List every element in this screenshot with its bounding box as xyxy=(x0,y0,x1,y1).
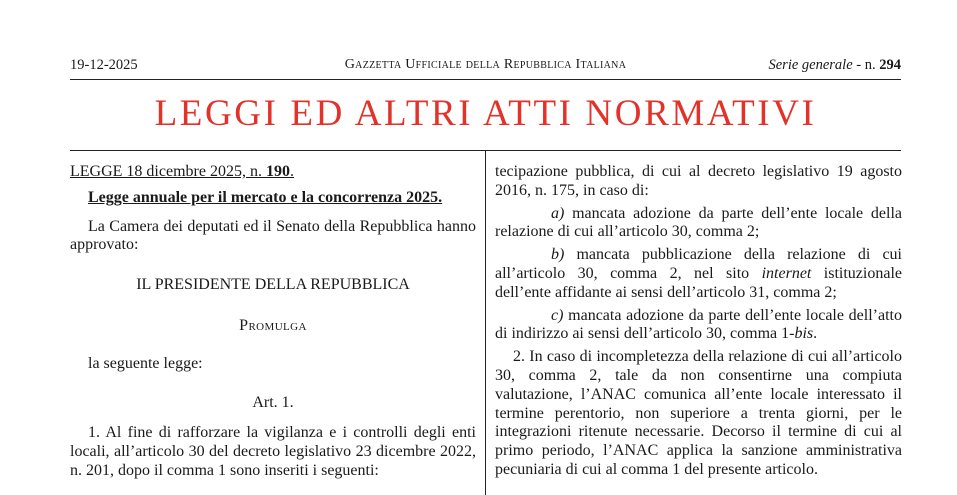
right-column xyxy=(495,163,902,480)
item-a-label: a) xyxy=(551,204,565,222)
item-c-bis: bis xyxy=(794,325,814,343)
item-c-label: c) xyxy=(551,306,564,324)
column-divider xyxy=(485,150,486,495)
item-b-text-2: istituzionale dell’ente affidante ai sensi dell’articolo 31, comma 2; xyxy=(495,264,903,301)
law-title: Legge annuale per il mercato e la concorrenza 2025. xyxy=(88,188,443,206)
serie-number: 294 xyxy=(879,57,901,73)
item-b xyxy=(495,246,902,302)
law-number: 190 xyxy=(265,163,290,180)
item-b-label: b) xyxy=(551,246,565,264)
law-reference xyxy=(70,163,476,182)
item-c-text-2: . xyxy=(813,325,818,343)
item-a-text: mancata adozione da parte dell’ente locale della relazione di cui all’articolo 30, comma 2; xyxy=(495,204,902,241)
approval-text: La Camera dei deputati ed il Senato della Repubblica hanno approvato: xyxy=(70,217,476,254)
serie-label: Serie generale xyxy=(768,57,853,73)
left-column xyxy=(70,163,476,481)
item-b-internet: internet xyxy=(761,264,812,282)
header-rule xyxy=(70,79,901,80)
gazette-title: Gazzetta Ufficiale della Repubblica Italiana xyxy=(344,57,627,72)
continued-text: tecipazione pubblica, di cui al decreto legislativo 19 agosto 2016, n. 175, in caso di: xyxy=(495,163,902,199)
issue-date: 19-12-2025 xyxy=(70,57,138,73)
item-b-text-1: mancata pubblicazione della relazione di cui all’articolo 30, comma 2, nel sito xyxy=(495,246,902,282)
article-heading: Art. 1. xyxy=(252,393,294,411)
law-reference-text: LEGGE 18 dicembre 2025, n. xyxy=(70,163,266,180)
section-banner: LEGGI ED ALTRI ATTI NORMATIVI xyxy=(154,93,817,134)
promulga-heading: Promulga xyxy=(239,316,307,334)
serie-info xyxy=(769,57,902,74)
running-header xyxy=(70,57,901,75)
item-c-text-1: mancata adozione da parte dell’ente locale dell’atto di indirizzo ai sensi dell’articolo 30, comma 1- xyxy=(495,306,902,343)
article-paragraph-1: 1. Al fine di rafforzare la vigilanza e i controlli degli enti locali, all’articolo 30 del decreto legislativo 23 dicembre 2022, n. 201, dopo il comma 1 sono inseriti i seguenti: xyxy=(70,424,476,479)
following-law-text: la seguente legge: xyxy=(88,354,203,372)
president-heading: IL PRESIDENTE DELLA REPUBBLICA xyxy=(136,276,410,294)
item-c xyxy=(495,307,902,345)
law-reference-end: . xyxy=(289,163,294,180)
item-a xyxy=(495,205,902,243)
serie-separator: - n. xyxy=(852,57,880,73)
article-paragraph-2: 2. In caso di incompletezza della relazione di cui all’articolo 30, comma 2, tale da non consentirne una compiuta valutazione, l’ANAC comunica all’ente locale interessato il termine perentorio, non superiore a trenta giorni, per le integrazioni ritenute necessarie. Decorso il termine di cui al primo periodo, l’ANAC applica la sanzione amministrativa pecuniaria di cui al comma 1 del presente articolo. xyxy=(495,348,902,478)
